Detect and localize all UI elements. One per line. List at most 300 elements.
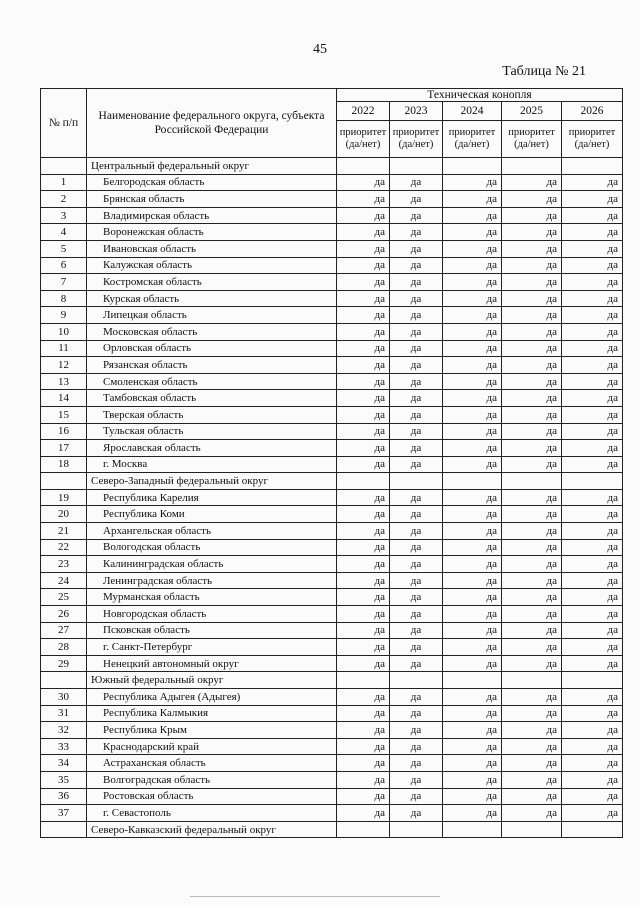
region-name: Архангельская область xyxy=(87,523,337,540)
priority-value: да xyxy=(390,174,443,191)
empty-cell xyxy=(562,473,623,490)
region-name: Тульская область xyxy=(87,423,337,440)
priority-value: да xyxy=(562,539,623,556)
priority-value: да xyxy=(502,622,562,639)
priority-value: да xyxy=(562,307,623,324)
region-name: Тверская область xyxy=(87,406,337,423)
region-name: Астраханская область xyxy=(87,755,337,772)
priority-value: да xyxy=(443,207,502,224)
priority-value: да xyxy=(443,539,502,556)
priority-value: да xyxy=(502,240,562,257)
priority-value: да xyxy=(502,274,562,291)
table-row xyxy=(41,323,623,340)
region-name: Костромская область xyxy=(87,274,337,291)
empty-cell xyxy=(443,473,502,490)
priority-value: да xyxy=(502,689,562,706)
district-row xyxy=(41,821,623,838)
priority-value: да xyxy=(562,506,623,523)
priority-value: да xyxy=(443,556,502,573)
priority-value: да xyxy=(337,174,390,191)
district-name: Центральный федеральный округ xyxy=(87,158,337,175)
row-number: 31 xyxy=(41,705,87,722)
empty-cell xyxy=(337,672,390,689)
row-number: 6 xyxy=(41,257,87,274)
priority-value: да xyxy=(337,639,390,656)
header-year: 2025 xyxy=(502,102,562,121)
priority-value: да xyxy=(562,390,623,407)
table-body xyxy=(41,158,623,838)
priority-value: да xyxy=(502,423,562,440)
region-name: Вологодская область xyxy=(87,539,337,556)
empty-cell xyxy=(337,473,390,490)
priority-value: да xyxy=(337,788,390,805)
table-row xyxy=(41,307,623,324)
priority-value: да xyxy=(390,556,443,573)
priority-value: да xyxy=(337,440,390,457)
empty-cell xyxy=(502,473,562,490)
table-caption: Таблица № 21 xyxy=(502,64,586,79)
priority-value: да xyxy=(337,373,390,390)
priority-value: да xyxy=(337,357,390,374)
priority-value: да xyxy=(502,406,562,423)
row-number: 11 xyxy=(41,340,87,357)
row-number: 24 xyxy=(41,572,87,589)
priority-value: да xyxy=(502,523,562,540)
priority-value: да xyxy=(562,440,623,457)
priority-value: да xyxy=(562,572,623,589)
region-name: Ненецкий автономный округ xyxy=(87,655,337,672)
row-number: 23 xyxy=(41,556,87,573)
priority-value: да xyxy=(337,390,390,407)
empty-cell xyxy=(502,821,562,838)
priority-value: да xyxy=(390,456,443,473)
priority-value: да xyxy=(390,705,443,722)
priority-value: да xyxy=(562,589,623,606)
priority-value: да xyxy=(562,489,623,506)
priority-value: да xyxy=(562,622,623,639)
priority-value: да xyxy=(562,224,623,241)
priority-value: да xyxy=(390,290,443,307)
region-name: г. Москва xyxy=(87,456,337,473)
priority-value: да xyxy=(443,423,502,440)
district-num-cell xyxy=(41,672,87,689)
row-number: 9 xyxy=(41,307,87,324)
priority-value: да xyxy=(443,722,502,739)
priority-value: да xyxy=(443,191,502,208)
table-header xyxy=(41,89,623,158)
empty-cell xyxy=(390,821,443,838)
priority-value: да xyxy=(390,771,443,788)
priority-value: да xyxy=(337,622,390,639)
row-number: 18 xyxy=(41,456,87,473)
page-bottom-line xyxy=(190,896,440,897)
priority-value: да xyxy=(562,805,623,822)
priority-value: да xyxy=(390,373,443,390)
table-row xyxy=(41,423,623,440)
priority-value: да xyxy=(443,224,502,241)
priority-value: да xyxy=(502,174,562,191)
row-number: 1 xyxy=(41,174,87,191)
region-name: Орловская область xyxy=(87,340,337,357)
priority-value: да xyxy=(443,572,502,589)
row-number: 17 xyxy=(41,440,87,457)
priority-value: да xyxy=(443,406,502,423)
priority-value: да xyxy=(562,373,623,390)
region-name: Рязанская область xyxy=(87,357,337,374)
region-name: Республика Калмыкия xyxy=(87,705,337,722)
priority-value: да xyxy=(390,257,443,274)
priority-value: да xyxy=(443,274,502,291)
priority-value: да xyxy=(562,771,623,788)
table-row xyxy=(41,224,623,241)
table-row xyxy=(41,572,623,589)
district-num-cell xyxy=(41,158,87,175)
priority-value: да xyxy=(502,722,562,739)
priority-value: да xyxy=(443,440,502,457)
region-name: Республика Коми xyxy=(87,506,337,523)
priority-value: да xyxy=(562,788,623,805)
table-row xyxy=(41,705,623,722)
priority-value: да xyxy=(502,456,562,473)
priority-value: да xyxy=(390,572,443,589)
region-name: Республика Адыгея (Адыгея) xyxy=(87,689,337,706)
priority-value: да xyxy=(337,224,390,241)
priority-value: да xyxy=(443,523,502,540)
row-number: 32 xyxy=(41,722,87,739)
priority-value: да xyxy=(562,755,623,772)
priority-value: да xyxy=(562,357,623,374)
table-row xyxy=(41,805,623,822)
priority-value: да xyxy=(562,655,623,672)
header-year: 2023 xyxy=(390,102,443,121)
priority-value: да xyxy=(443,340,502,357)
region-name: Республика Карелия xyxy=(87,489,337,506)
priority-value: да xyxy=(337,340,390,357)
priority-value: да xyxy=(562,274,623,291)
region-name: Брянская область xyxy=(87,191,337,208)
priority-value: да xyxy=(390,340,443,357)
empty-cell xyxy=(502,158,562,175)
priority-value: да xyxy=(502,655,562,672)
row-number: 5 xyxy=(41,240,87,257)
table-row xyxy=(41,556,623,573)
priority-value: да xyxy=(443,373,502,390)
priority-value: да xyxy=(390,689,443,706)
priority-value: да xyxy=(443,506,502,523)
priority-value: да xyxy=(443,622,502,639)
region-name: г. Севастополь xyxy=(87,805,337,822)
priority-value: да xyxy=(443,689,502,706)
priority-value: да xyxy=(562,323,623,340)
row-number: 16 xyxy=(41,423,87,440)
table-row xyxy=(41,207,623,224)
region-name: Воронежская область xyxy=(87,224,337,241)
priority-value: да xyxy=(390,539,443,556)
table-row xyxy=(41,373,623,390)
region-name: Псковская область xyxy=(87,622,337,639)
priority-value: да xyxy=(562,556,623,573)
priority-value: да xyxy=(562,722,623,739)
empty-cell xyxy=(443,158,502,175)
row-number: 14 xyxy=(41,390,87,407)
priority-value: да xyxy=(443,655,502,672)
priority-value: да xyxy=(562,340,623,357)
row-number: 15 xyxy=(41,406,87,423)
region-name: Смоленская область xyxy=(87,373,337,390)
empty-cell xyxy=(390,672,443,689)
empty-cell xyxy=(443,821,502,838)
table-row xyxy=(41,771,623,788)
priority-value: да xyxy=(502,290,562,307)
priority-value: да xyxy=(390,622,443,639)
table-row xyxy=(41,689,623,706)
header-priority: приоритет (да/нет) xyxy=(443,121,502,158)
table-row xyxy=(41,755,623,772)
priority-value: да xyxy=(502,705,562,722)
priority-value: да xyxy=(337,489,390,506)
priority-value: да xyxy=(443,489,502,506)
priority-value: да xyxy=(443,639,502,656)
priority-value: да xyxy=(562,606,623,623)
priority-value: да xyxy=(502,755,562,772)
priority-value: да xyxy=(337,705,390,722)
priority-value: да xyxy=(337,556,390,573)
priority-value: да xyxy=(562,523,623,540)
region-name: Московская область xyxy=(87,323,337,340)
priority-value: да xyxy=(502,506,562,523)
table-row xyxy=(41,191,623,208)
region-name: Калининградская область xyxy=(87,556,337,573)
district-row xyxy=(41,158,623,175)
priority-value: да xyxy=(390,323,443,340)
table-row xyxy=(41,589,623,606)
header-year: 2026 xyxy=(562,102,623,121)
region-name: Ростовская область xyxy=(87,788,337,805)
priority-value: да xyxy=(443,323,502,340)
priority-value: да xyxy=(390,589,443,606)
row-number: 34 xyxy=(41,755,87,772)
table-row xyxy=(41,290,623,307)
row-number: 37 xyxy=(41,805,87,822)
priority-value: да xyxy=(390,639,443,656)
priority-value: да xyxy=(390,390,443,407)
row-number: 7 xyxy=(41,274,87,291)
priority-value: да xyxy=(502,390,562,407)
row-number: 2 xyxy=(41,191,87,208)
table-row xyxy=(41,390,623,407)
priority-value: да xyxy=(337,257,390,274)
empty-cell xyxy=(390,473,443,490)
row-number: 4 xyxy=(41,224,87,241)
priority-value: да xyxy=(562,240,623,257)
region-name: Тамбовская область xyxy=(87,390,337,407)
priority-value: да xyxy=(390,506,443,523)
row-number: 36 xyxy=(41,788,87,805)
row-number: 10 xyxy=(41,323,87,340)
priority-value: да xyxy=(562,191,623,208)
header-priority: приоритет (да/нет) xyxy=(337,121,390,158)
priority-value: да xyxy=(502,257,562,274)
header-priority: приоритет (да/нет) xyxy=(502,121,562,158)
priority-value: да xyxy=(502,307,562,324)
row-number: 8 xyxy=(41,290,87,307)
priority-value: да xyxy=(502,771,562,788)
empty-cell xyxy=(562,672,623,689)
header-num: № п/п xyxy=(41,89,87,158)
priority-value: да xyxy=(337,589,390,606)
empty-cell xyxy=(390,158,443,175)
row-number: 21 xyxy=(41,523,87,540)
table-row xyxy=(41,440,623,457)
table-row xyxy=(41,606,623,623)
priority-value: да xyxy=(390,191,443,208)
table-row xyxy=(41,257,623,274)
priority-value: да xyxy=(502,207,562,224)
priority-value: да xyxy=(502,556,562,573)
priority-value: да xyxy=(443,738,502,755)
priority-value: да xyxy=(337,606,390,623)
priority-value: да xyxy=(337,805,390,822)
priority-value: да xyxy=(390,207,443,224)
priority-value: да xyxy=(562,738,623,755)
priority-value: да xyxy=(502,738,562,755)
priority-value: да xyxy=(337,456,390,473)
priority-value: да xyxy=(337,240,390,257)
priority-table xyxy=(40,88,623,838)
table-row xyxy=(41,622,623,639)
region-name: Калужская область xyxy=(87,257,337,274)
region-name: Ярославская область xyxy=(87,440,337,457)
table-row xyxy=(41,738,623,755)
region-name: Республика Крым xyxy=(87,722,337,739)
priority-value: да xyxy=(390,788,443,805)
priority-value: да xyxy=(337,307,390,324)
table-row xyxy=(41,456,623,473)
priority-value: да xyxy=(562,207,623,224)
empty-cell xyxy=(562,158,623,175)
priority-value: да xyxy=(390,406,443,423)
priority-value: да xyxy=(337,207,390,224)
row-number: 26 xyxy=(41,606,87,623)
priority-value: да xyxy=(502,489,562,506)
priority-value: да xyxy=(390,357,443,374)
priority-value: да xyxy=(562,639,623,656)
region-name: Краснодарский край xyxy=(87,738,337,755)
row-number: 29 xyxy=(41,655,87,672)
priority-value: да xyxy=(502,788,562,805)
priority-value: да xyxy=(337,539,390,556)
priority-value: да xyxy=(562,689,623,706)
region-name: Белгородская область xyxy=(87,174,337,191)
table-row xyxy=(41,655,623,672)
priority-value: да xyxy=(502,539,562,556)
priority-value: да xyxy=(390,423,443,440)
priority-value: да xyxy=(390,240,443,257)
region-name: Ленинградская область xyxy=(87,572,337,589)
priority-value: да xyxy=(502,323,562,340)
row-number: 25 xyxy=(41,589,87,606)
region-name: г. Санкт-Петербург xyxy=(87,639,337,656)
priority-value: да xyxy=(390,805,443,822)
priority-value: да xyxy=(337,506,390,523)
priority-value: да xyxy=(337,689,390,706)
priority-value: да xyxy=(502,589,562,606)
priority-value: да xyxy=(562,423,623,440)
priority-value: да xyxy=(502,805,562,822)
priority-value: да xyxy=(390,523,443,540)
priority-value: да xyxy=(337,722,390,739)
page-number: 45 xyxy=(313,42,327,57)
region-name: Липецкая область xyxy=(87,307,337,324)
priority-value: да xyxy=(337,290,390,307)
row-number: 27 xyxy=(41,622,87,639)
district-num-cell xyxy=(41,821,87,838)
priority-value: да xyxy=(390,224,443,241)
priority-value: да xyxy=(390,738,443,755)
priority-value: да xyxy=(562,456,623,473)
priority-value: да xyxy=(502,440,562,457)
priority-value: да xyxy=(443,290,502,307)
priority-value: да xyxy=(443,606,502,623)
row-number: 3 xyxy=(41,207,87,224)
priority-value: да xyxy=(562,257,623,274)
priority-value: да xyxy=(443,240,502,257)
priority-value: да xyxy=(443,174,502,191)
priority-value: да xyxy=(390,606,443,623)
table-row xyxy=(41,523,623,540)
row-number: 12 xyxy=(41,357,87,374)
empty-cell xyxy=(443,672,502,689)
row-number: 28 xyxy=(41,639,87,656)
table-row xyxy=(41,506,623,523)
header-priority: приоритет (да/нет) xyxy=(562,121,623,158)
priority-value: да xyxy=(443,456,502,473)
row-number: 30 xyxy=(41,689,87,706)
priority-value: да xyxy=(390,440,443,457)
header-year: 2024 xyxy=(443,102,502,121)
priority-value: да xyxy=(337,755,390,772)
row-number: 22 xyxy=(41,539,87,556)
priority-value: да xyxy=(390,307,443,324)
priority-value: да xyxy=(443,788,502,805)
region-name: Курская область xyxy=(87,290,337,307)
empty-cell xyxy=(337,821,390,838)
district-name: Северо-Западный федеральный округ xyxy=(87,473,337,490)
priority-value: да xyxy=(562,705,623,722)
priority-value: да xyxy=(337,191,390,208)
empty-cell xyxy=(562,821,623,838)
priority-value: да xyxy=(337,572,390,589)
priority-value: да xyxy=(337,523,390,540)
priority-value: да xyxy=(337,655,390,672)
priority-value: да xyxy=(443,805,502,822)
priority-value: да xyxy=(390,655,443,672)
priority-value: да xyxy=(502,340,562,357)
region-name: Волгоградская область xyxy=(87,771,337,788)
priority-value: да xyxy=(502,606,562,623)
table-row xyxy=(41,639,623,656)
table-row xyxy=(41,340,623,357)
district-row xyxy=(41,473,623,490)
priority-value: да xyxy=(337,323,390,340)
priority-value: да xyxy=(443,589,502,606)
table-row xyxy=(41,406,623,423)
header-year: 2022 xyxy=(337,102,390,121)
region-name: Новгородская область xyxy=(87,606,337,623)
district-name: Северо-Кавказский федеральный округ xyxy=(87,821,337,838)
priority-value: да xyxy=(337,771,390,788)
priority-value: да xyxy=(502,639,562,656)
